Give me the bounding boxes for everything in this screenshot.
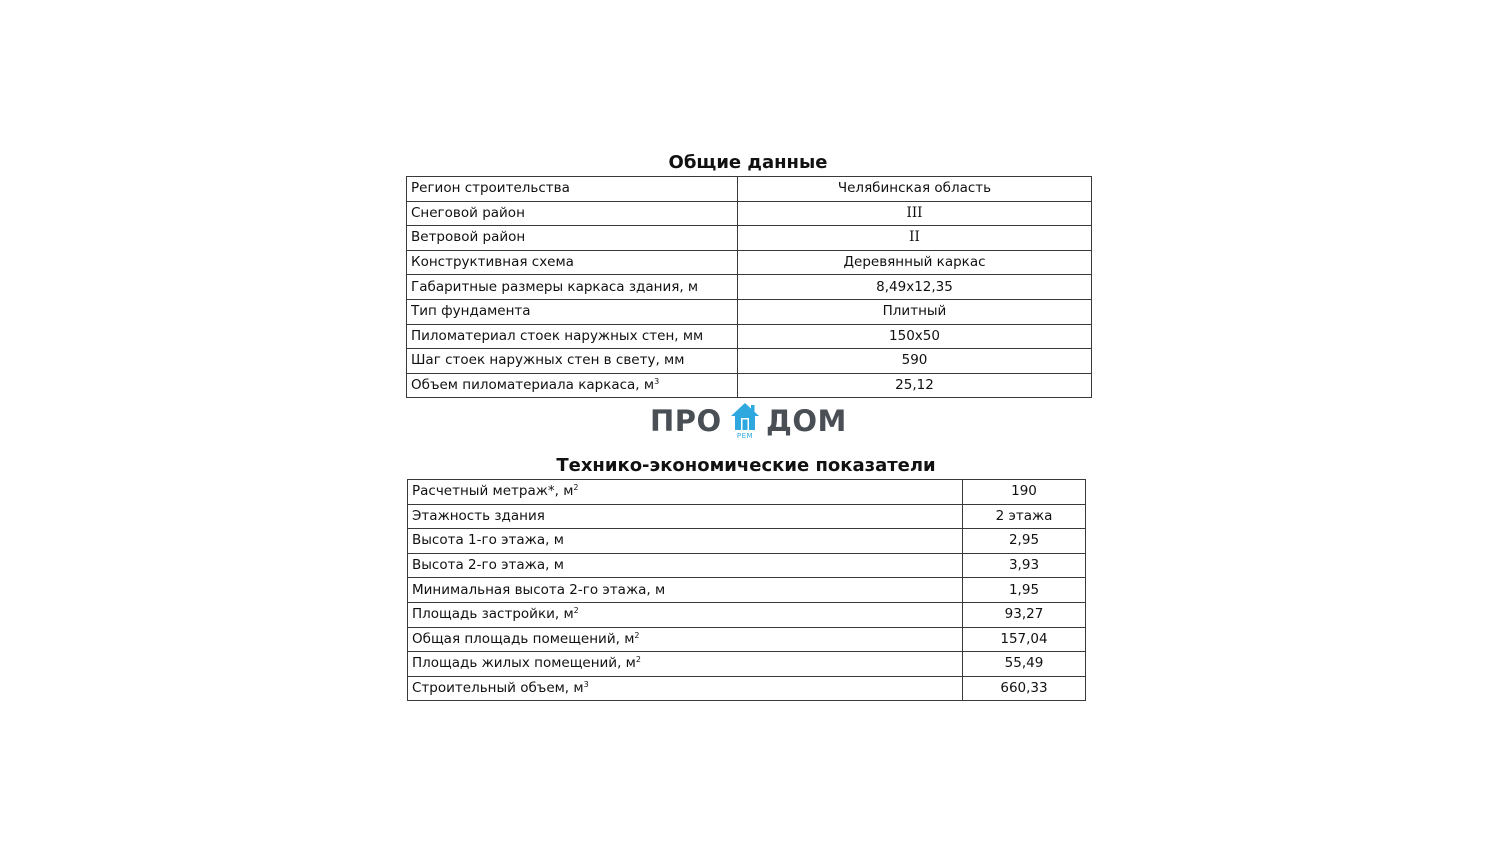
table-row — [407, 177, 1092, 202]
row-label: Тип фундамента — [407, 299, 738, 324]
row-value: 660,33 — [963, 676, 1086, 701]
table-row — [407, 299, 1092, 324]
row-value: 150х50 — [738, 324, 1092, 349]
tech-economic-table — [407, 479, 1086, 701]
row-label: Общая площадь помещений, $м^2$ — [408, 627, 963, 652]
row-label: Ветровой район — [407, 226, 738, 251]
row-value: 25,12 — [738, 373, 1092, 398]
table-row — [408, 504, 1086, 529]
table-row — [408, 602, 1086, 627]
unit-superscript: 3 — [583, 680, 589, 690]
row-label: Объем пиломатериала каркаса, $м^3$ — [407, 373, 738, 398]
row-value: 55,49 — [963, 652, 1086, 677]
general-data-table — [406, 176, 1092, 398]
table-row — [407, 373, 1092, 398]
table-row — [408, 578, 1086, 603]
row-label: Снеговой район — [407, 201, 738, 226]
unit-superscript: 2 — [635, 655, 641, 665]
house-icon — [729, 402, 761, 432]
prodom-logo — [648, 402, 850, 444]
table-row — [408, 480, 1086, 505]
row-value: Челябинская область — [738, 177, 1092, 202]
table-row — [407, 349, 1092, 374]
row-label: Строительный объем, $м^3$ — [408, 676, 963, 701]
unit-superscript: 2 — [634, 630, 640, 640]
row-label: Расчетный метраж*, $м^2$ — [408, 480, 963, 505]
row-value: Плитный — [738, 299, 1092, 324]
row-value: 2,95 — [963, 529, 1086, 554]
row-value: II — [738, 226, 1092, 251]
row-label: Регион строительства — [407, 177, 738, 202]
table-row — [408, 553, 1086, 578]
table-row — [408, 529, 1086, 554]
row-label: Конструктивная схема — [407, 250, 738, 275]
logo-word-right: ДОМ — [766, 404, 847, 438]
row-value: 157,04 — [963, 627, 1086, 652]
row-label: Высота 2-го этажа, м — [408, 553, 963, 578]
row-value: 8,49х12,35 — [738, 275, 1092, 300]
logo-subtext: РЕМ — [736, 432, 754, 440]
table-row — [408, 627, 1086, 652]
row-value: Деревянный каркас — [738, 250, 1092, 275]
unit-superscript: 3 — [654, 377, 660, 387]
table-row — [408, 652, 1086, 677]
table-row — [407, 226, 1092, 251]
table-row — [407, 324, 1092, 349]
row-value: 1,95 — [963, 578, 1086, 603]
unit-superscript: 2 — [573, 483, 579, 493]
row-value: 3,93 — [963, 553, 1086, 578]
row-label: Габаритные размеры каркаса здания, м — [407, 275, 738, 300]
row-value: 590 — [738, 349, 1092, 374]
row-value: 93,27 — [963, 602, 1086, 627]
row-value: 190 — [963, 480, 1086, 505]
table-row — [407, 275, 1092, 300]
table-row — [408, 676, 1086, 701]
table-row — [407, 250, 1092, 275]
unit-superscript: 2 — [573, 606, 579, 616]
row-value: 2 этажа — [963, 504, 1086, 529]
tech-economic-title: Технико-экономические показатели — [556, 455, 936, 476]
row-label: Пиломатериал стоек наружных стен, мм — [407, 324, 738, 349]
row-label: Высота 1-го этажа, м — [408, 529, 963, 554]
table-row — [407, 201, 1092, 226]
logo-word-left: ПРО — [650, 404, 722, 438]
row-label: Этажность здания — [408, 504, 963, 529]
row-label: Минимальная высота 2-го этажа, м — [408, 578, 963, 603]
row-label: Площадь застройки, $м^2$ — [408, 602, 963, 627]
row-label: Шаг стоек наружных стен в свету, мм — [407, 349, 738, 374]
row-value: III — [738, 201, 1092, 226]
general-data-title: Общие данные — [668, 152, 828, 173]
row-label: Площадь жилых помещений, $м^2$ — [408, 652, 963, 677]
